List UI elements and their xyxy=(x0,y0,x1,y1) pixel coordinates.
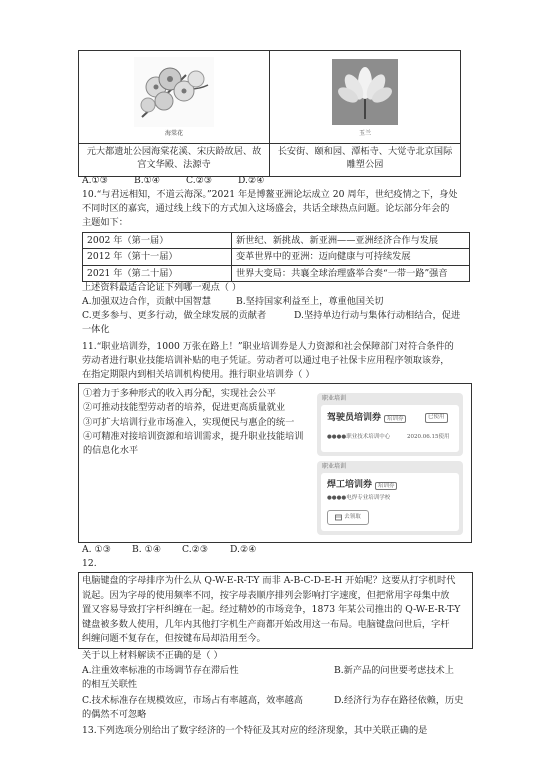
q12-options-ab xyxy=(82,664,454,677)
forum-theme-table xyxy=(82,232,470,282)
q9-option-d: D.②④ xyxy=(238,175,265,186)
haitang-cell xyxy=(79,51,270,144)
q11-statement-3: ③可扩大培训行业市场准入，实现便民与惠企的统一 xyxy=(83,416,295,428)
q12-option-c: C.技术标准存在规模效应，市场占有率越高，效率越高 xyxy=(82,695,303,706)
haitang-locations-line2: 宫文华殿、法源寺 xyxy=(137,159,211,171)
q9-option-c: C.②③ xyxy=(186,175,213,186)
q12-para-line1: 电脑键盘的字母排序为什么从 Q-W-E-R-T-Y 而非 A-B-C-D-E-H 开始呢？这要从打字机时代 xyxy=(82,575,456,586)
q10-option-d-cont: 一体化 xyxy=(82,324,110,335)
theme-text: 变革世界中的亚洲：迈向健康与可持续发展 xyxy=(232,249,470,265)
card1-status-badge: 已使用 xyxy=(425,413,448,423)
q12-option-d: D.经济行为存在路径依赖，历史 xyxy=(334,695,464,706)
q11-statement-1: ①着力于多种形式的收入再分配，实现社会公平 xyxy=(83,388,276,399)
q11-statement-4-cont: 的信息化水平 xyxy=(83,445,139,456)
q12-para-line2: 说起。因为字母的使用频率不同，按字母表顺序排列会影响打字速度，但把常用字母集中放 xyxy=(82,589,450,601)
yulan-locations-line2: 雕塑公园 xyxy=(346,159,384,171)
q10-line2: 不同时区的嘉宾，通过线上线下的方式加入这场盛会，共话全球热点问题。论坛部分年会的 xyxy=(82,203,450,214)
q11-option-b: B. ①④ xyxy=(132,544,162,555)
flower-table xyxy=(78,50,461,177)
q12-option-b: B.新产品的问世要考虑技术上 xyxy=(334,665,454,676)
q11-material-box xyxy=(78,383,472,543)
q12-para-line5: 纠缠问题不复存在，但按键布局却沿用至今。 xyxy=(82,633,266,644)
q10-options-ab xyxy=(82,295,383,308)
claim-voucher-button[interactable] xyxy=(327,510,369,525)
q10-option-c: C.更多参与、更多行动，做全球发展的贡献者 xyxy=(82,310,267,321)
card1-date: 2020.06.15使用 xyxy=(407,434,450,440)
card2-tag: 职业培训 xyxy=(322,463,347,470)
q12-para-line3: 置又容易导致打字杆纠缠在一起。经过精妙的市场竞争，1873 年某公司推出的 Q-W-E-R-T-Y xyxy=(82,604,461,615)
q11-line2: 劳动者进行职业技能培训补贴的电子凭证。劳动者可以通过电子社保卡应用程序领取该券， xyxy=(82,355,450,366)
theme-year: 2002 年（第一届） xyxy=(83,233,232,249)
theme-year: 2021 年（第二十届） xyxy=(83,265,232,281)
q11-option-d: D.②④ xyxy=(230,544,257,555)
q10-option-b: B.坚持国家利益至上，尊重他国关切 xyxy=(236,296,384,307)
card2-type-badge: 培训券 xyxy=(375,482,398,490)
yulan-caption: 玉兰 xyxy=(358,130,371,137)
haitang-caption: 海棠花 xyxy=(164,130,183,137)
table-row xyxy=(83,265,470,281)
yulan-locations-line1: 长安街、颐和园、潭柘寺、大觉寺北京国际 xyxy=(277,146,453,157)
q10-option-a: A.加强双边合作，贡献中国智慧 xyxy=(82,296,211,307)
q11-line3: 在指定期限内到相关培训机构使用。推行职业培训券（ ） xyxy=(82,369,315,380)
haitang-locations-line1: 元大都遗址公园海棠花溪、宋庆龄故居、故 xyxy=(86,146,262,157)
q11-statements xyxy=(83,387,315,458)
card1-tag: 职业培训 xyxy=(322,395,347,402)
q10-stem: 上述资料最适合论证下列哪一观点（ ） xyxy=(82,282,242,293)
theme-text: 新世纪、新挑战、新亚洲——亚洲经济合作与发展 xyxy=(232,233,470,249)
claim-voucher-label: 去领取 xyxy=(344,513,361,520)
q12-stem: 关于以上材料解读不正确的是（ ） xyxy=(82,650,223,661)
q12-para-line4: 键盘被多数人使用，几年内其他打字机生产商都开始改用这一布局。电脑键盘问世后，字杆 xyxy=(82,618,450,630)
q11-option-c: C.②③ xyxy=(182,544,209,555)
q9-options xyxy=(82,174,264,187)
theme-text: 世界大变局：共襄全球治理盛举合奏“一带一路”强音 xyxy=(232,265,470,281)
yulan-flower-image xyxy=(332,59,398,125)
q13-line1: 13.下列选项分别给出了数字经济的一个特征及其对应的经济现象，其中关联正确的是 xyxy=(82,725,428,736)
haitang-flower-image xyxy=(134,57,214,127)
card2-body xyxy=(321,473,459,531)
welder-training-voucher-card xyxy=(317,461,463,535)
table-row xyxy=(83,233,470,249)
q9-option-a: A.①③ xyxy=(82,175,109,186)
q10-line3: 主题如下： xyxy=(82,217,128,228)
q12-options-cd xyxy=(82,694,463,707)
q9-option-b: B.①④ xyxy=(134,175,161,186)
q10-option-d: D.坚持单边行动与集体行动相结合，促进 xyxy=(294,310,461,321)
card1-body xyxy=(321,405,459,452)
q10-options-cd xyxy=(82,309,460,322)
q12-material-box xyxy=(78,572,473,649)
card2-title: 焊工培训券 xyxy=(327,480,373,490)
q12-option-d-cont: 的偶然不可忽略 xyxy=(82,709,147,720)
card2-org: ●●●●电焊专业培训学校 xyxy=(327,495,391,501)
q11-statement-4: ④可精准对接培训资源和培训需求，提升职业技能培训 xyxy=(83,430,304,442)
card1-title: 驾驶员培训券 xyxy=(327,413,382,423)
yulan-cell xyxy=(270,51,461,144)
voucher-icon xyxy=(335,514,342,521)
driver-training-voucher-card xyxy=(317,393,463,456)
q12-option-a: A.注重效率标准的市场调节存在滞后性 xyxy=(82,665,239,676)
table-row xyxy=(83,249,470,265)
theme-year: 2012 年（第十一届） xyxy=(83,249,232,265)
q11-options xyxy=(82,543,256,556)
q12-number: 12. xyxy=(82,558,97,569)
card1-org: ●●●●职业技术培训中心 xyxy=(327,434,391,440)
card2-title-row xyxy=(327,478,397,492)
card1-title-row xyxy=(327,411,406,425)
q10-line1: 10.“与君远相知，不道云海深。”2021 年是博鳌亚洲论坛成立 20 周年，世纪疫情之下，身处 xyxy=(82,189,458,200)
haitang-locations xyxy=(79,144,270,177)
card1-type-badge: 培训券 xyxy=(384,415,407,423)
q11-line1: 11.“职业培训券，1000 万张在路上！”职业培训券是人力资源和社会保障部门对符合条件的 xyxy=(82,341,454,352)
q11-option-a: A. ①③ xyxy=(82,544,111,555)
q12-option-b-cont: 的相互关联性 xyxy=(82,679,138,690)
yulan-locations xyxy=(270,144,461,177)
q11-statement-2: ②可推动技能型劳动者的培养，促进更高质量就业 xyxy=(83,402,286,414)
